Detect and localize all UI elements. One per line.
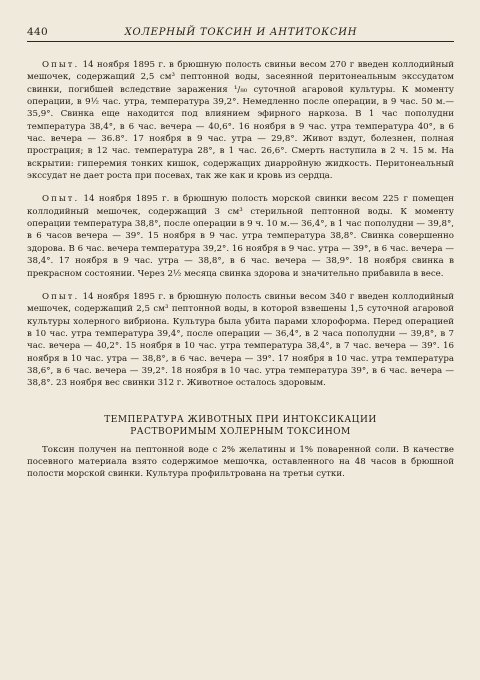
experiment-paragraph-1 [27, 59, 454, 182]
paragraph-lead: Опыт. [42, 291, 80, 302]
running-title: ХОЛЕРНЫЙ ТОКСИН И АНТИТОКСИН [124, 27, 358, 38]
experiment-paragraph-3 [27, 291, 454, 390]
section-paragraph: Токсин получен на пептонной воде с 2% желатины и 1% поваренной соли. В качестве посевного материала взято содержимое мешочка, оставленного на 48 часов в брюшной полости морской свинки. Культура профильтрована на третьи сутки. [27, 444, 454, 480]
paragraph-lead: Опыт. [42, 60, 80, 70]
section-heading [27, 414, 454, 438]
paragraph-text: 14 ноября 1895 г. в брюшную полость свиньи весом 340 г введен коллодийный мешочек, содержащий 2,5 см³ пептонной воды, в которой взвешены 1,5 суточной агаровой культуры холерного вибриона. Культура была убита парами хлороформа. Перед операцией в 10 час. утра температура 39,4°, после операции — 36,4°, в 2 часа пополудни — 39,8°, в 7 час. вечера — 40,2°. 15 ноября в 10 час. утра температура 38,4°, в 7 час. вечера — 39°. 16 ноября в 10 час. утра — 38,8°, в 6 час. вечера — 39°. 17 ноября в 10 час. утра температура 38,6°, в 6 час. вечера — 39,2°. 18 ноября в 10 час. утра температура 39°, в 6 час. вечера — 38,8°. 23 ноября вес свинки 312 г. Животное осталось здоровым. [27, 291, 454, 389]
section-heading-line-2: РАСТВОРИМЫМ ХОЛЕРНЫМ ТОКСИНОМ [130, 426, 351, 437]
paragraph-text: 14 ноября 1895 г. в брюшную полость свиньи весом 270 г введен коллодийный мешочек, содержащий 2,5 см³ пептонной воды, засеянной перитонеальным экссудатом свинки, погибшей вследствие заражения ¹/₈₀ суточной агаровой культуры. К моменту операции, в 9½ час. утра, температура 39,2°. Немедленно после операции, в 9 час. 50 м.— 35,9°. Свинка еще находится под влиянием эфирного наркоза. В 1 час пополудни температура 38,4°, в 6 час. вечера — 40,6°. 16 ноября в 9 час. утра температура 40°, в 6 час. вечера — 36.8°. 17 ноября в 9 час. утра — 29,8°. Живот вздут, болезнен, полная прострация; в 12 час. температура 28°, в 1 час. 26,6°. Смерть наступила в 2 ч. 15 м. На вскрытии: гиперемия тонких кишок, содержащих диарройную жидкость. Перитонеальный экссудат не дает роста при посевах, так же как и кровь из сердца. [27, 60, 454, 182]
page-body [27, 59, 454, 481]
running-header [27, 26, 454, 42]
page-number: 440 [27, 26, 48, 38]
experiment-paragraph-2 [27, 193, 454, 279]
paragraph-text: 14 ноября 1895 г. в брюшную полость морской свинки весом 225 г помещен коллодийный мешочек, содержащий 3 см³ стерильной пептонной воды. К моменту операции температура 38,8°, после операции в 9 ч. 10 м.— 36,4°, в 1 час пополудни — 39,8°, в 6 часов вечера — 39°. 15 ноября в 9 час. утра температура 38,8°. Свинка совершенно здорова. В 6 час. вечера температура 39,2°. 16 ноября в 9 час. утра — 39°, в 6 час. вечера — 38,4°. 17 ноября в 9 час. утра — 38,8°, в 6 час. вечера — 38,9°. 18 ноября свинка в прекрасном состоянии. Через 2½ месяца свинка здорова и значительно прибавила в весе. [27, 194, 454, 279]
paragraph-lead: Опыт. [42, 194, 80, 205]
section-heading-line-1: ТЕМПЕРАТУРА ЖИВОТНЫХ ПРИ ИНТОКСИКАЦИИ [104, 414, 377, 425]
